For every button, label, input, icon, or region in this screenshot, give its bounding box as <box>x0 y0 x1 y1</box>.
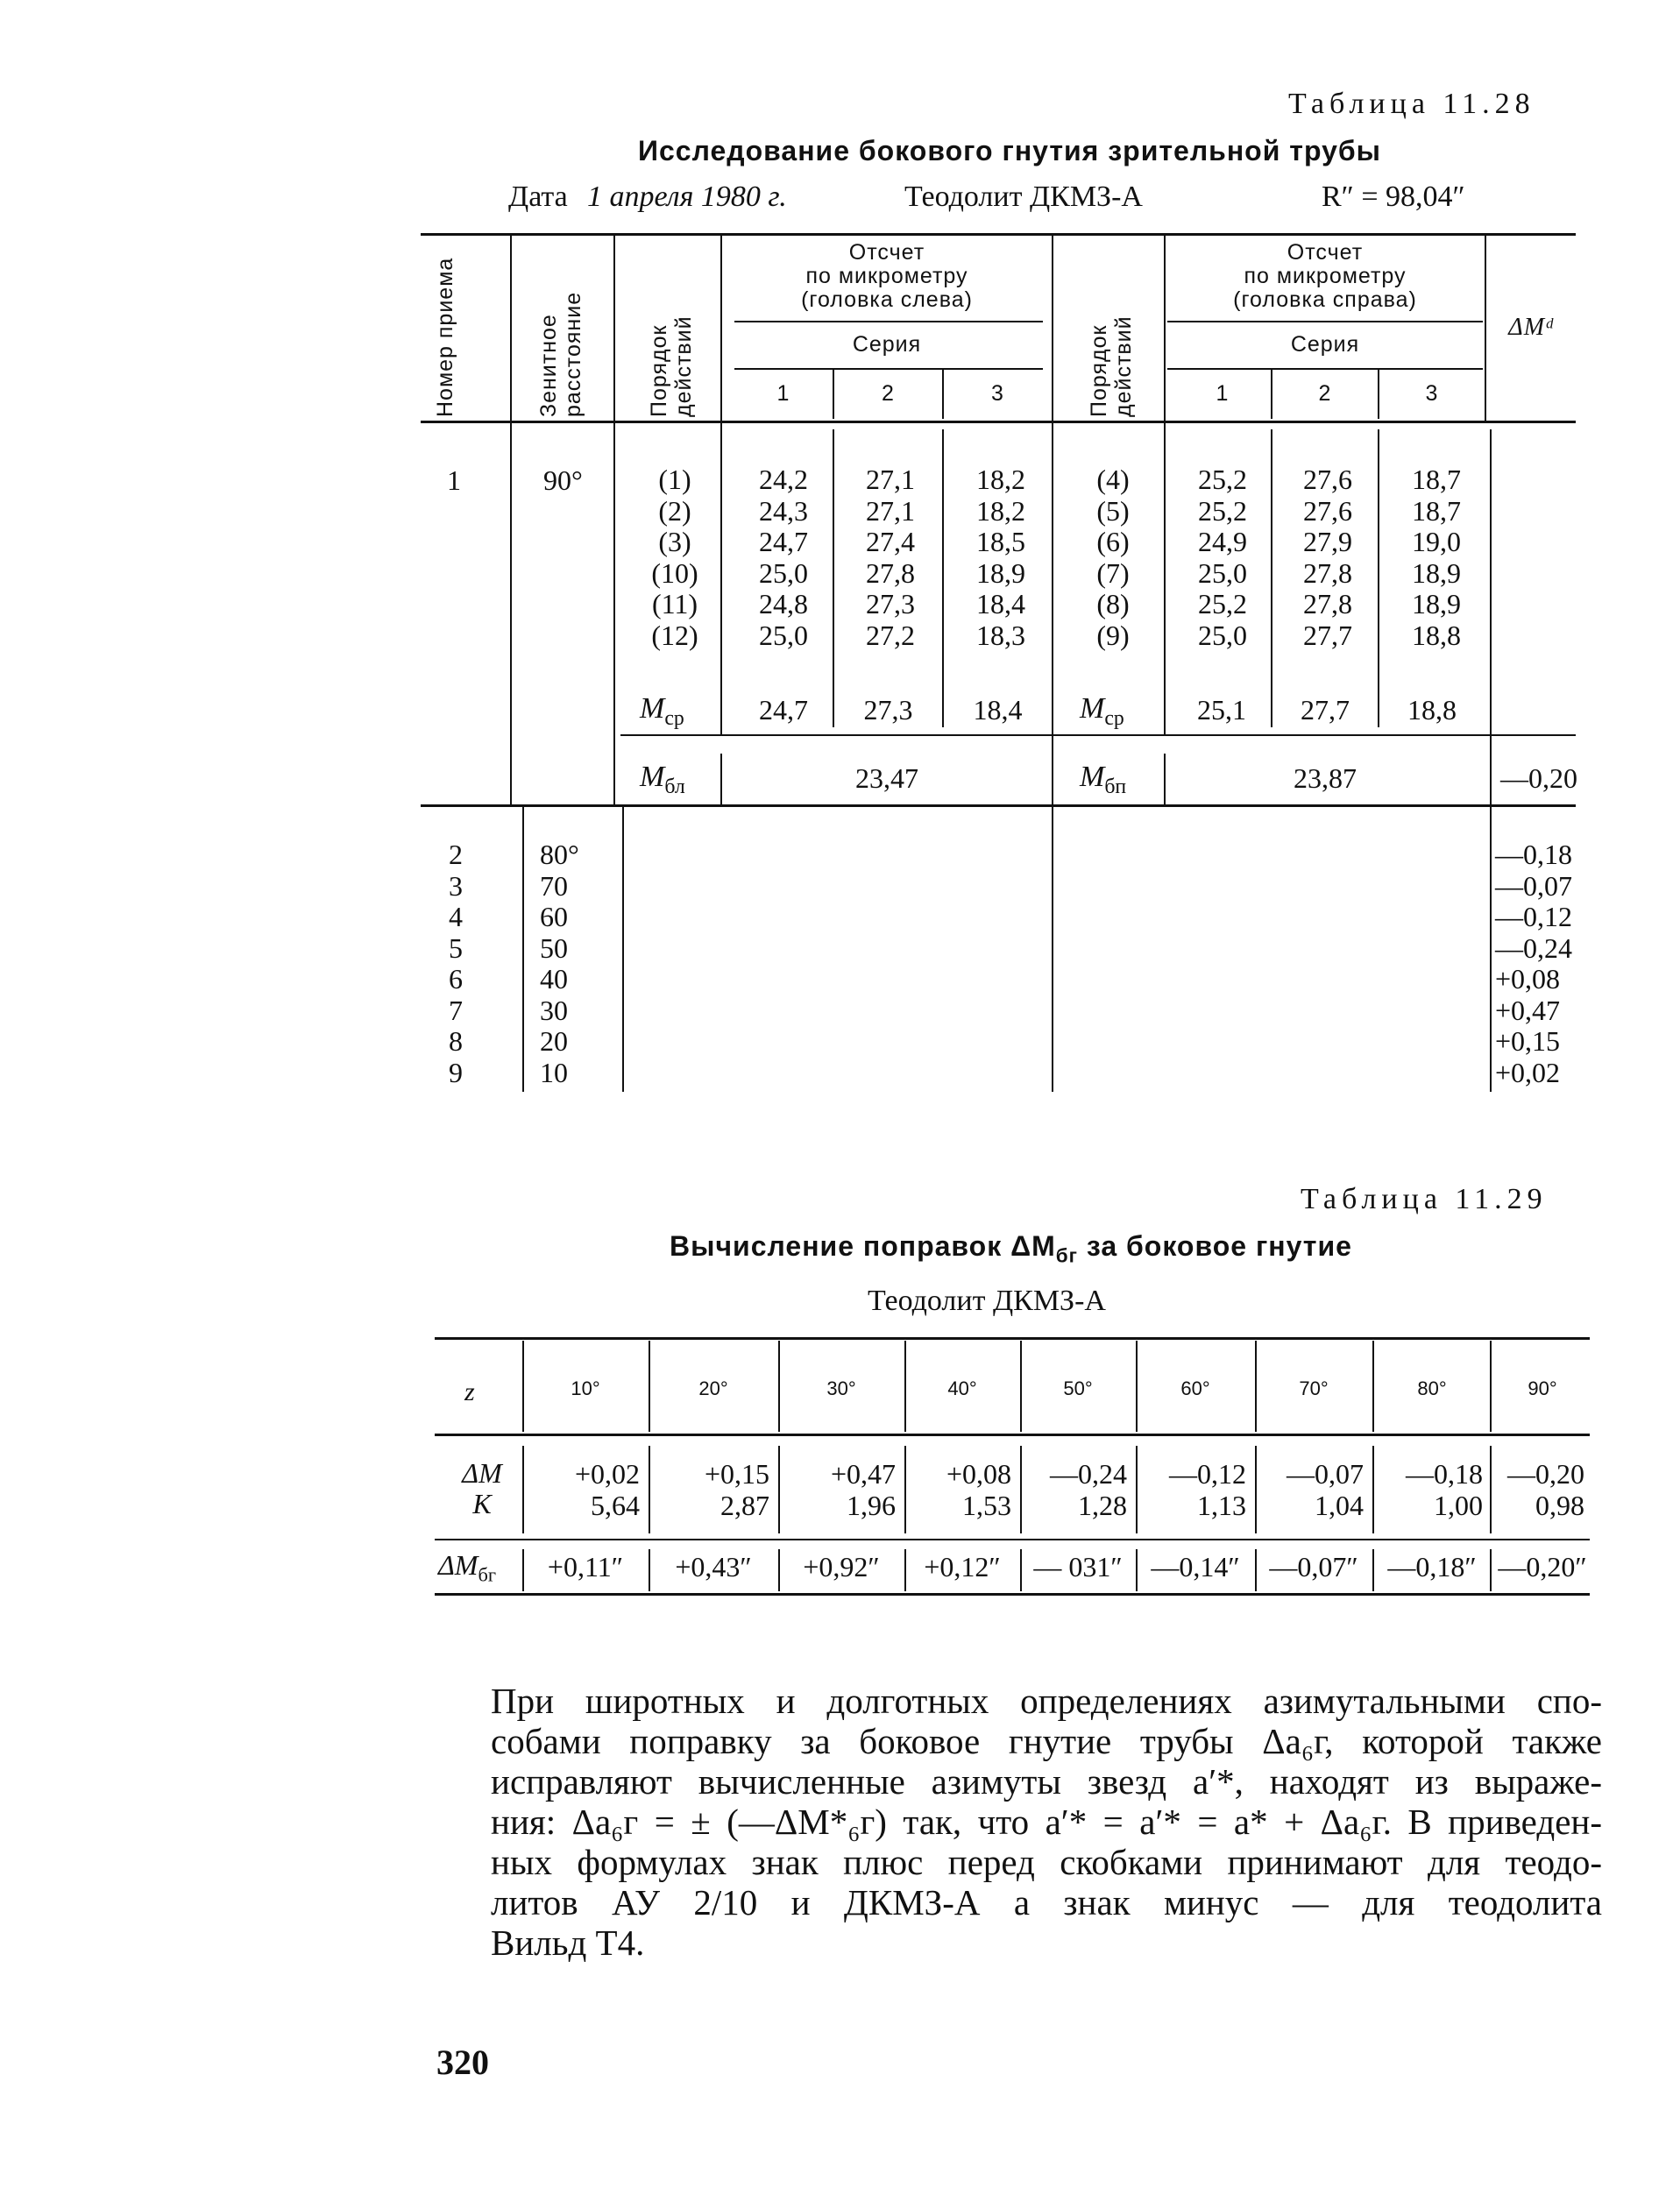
row1-right-order-item: (8) <box>1096 588 1130 620</box>
row1-left-order <box>631 464 719 651</box>
table2-dm-2: +0,47 <box>830 1458 896 1490</box>
header-series-right: Серия <box>1290 332 1360 357</box>
table1-r-value: R″ = 98,04″ <box>1322 181 1465 213</box>
row1-right-order <box>1069 464 1157 651</box>
table1-vline-1 <box>510 235 512 806</box>
table2-dm-8: —0,20 <box>1507 1458 1584 1490</box>
mbl-label: $M_{бл}$ <box>640 761 685 798</box>
table2-title: Вычисление поправок $\Delta M_{бг}$ за боковое гнутие <box>670 1230 1352 1267</box>
table2-dmbg-7: —0,18″ <box>1387 1551 1477 1583</box>
header-reading-right: Отсчет по микрометру (головка справа) <box>1233 240 1417 312</box>
row1-left-s3 <box>952 464 1050 651</box>
table2-dm-0: +0,02 <box>574 1458 640 1490</box>
page-number: 320 <box>436 2043 489 2082</box>
table1-vline-6c <box>1490 806 1492 1092</box>
rows-zenith-item: 20 <box>540 1025 568 1057</box>
row1-right-s3-item: 18,8 <box>1412 619 1461 651</box>
table2-k-3: 1,53 <box>962 1490 1011 1521</box>
row1-left-s2-item: 27,4 <box>866 526 915 557</box>
rows-numbers-item: 2 <box>449 839 463 870</box>
row1-left-s2-item: 27,1 <box>866 494 915 527</box>
table2-dm-7: —0,18 <box>1406 1458 1483 1490</box>
mbp-value: 23,87 <box>1294 762 1357 794</box>
table2-dm-4: —0,24 <box>1050 1458 1127 1490</box>
table2-dmbg-3: +0,12″ <box>924 1551 1001 1583</box>
rows-delta-item: —0,07 <box>1495 869 1572 902</box>
table2-k-2: 1,96 <box>847 1490 896 1521</box>
table2-z-2: 30° <box>826 1377 856 1399</box>
row1-left-s1-item: 24,8 <box>759 588 808 620</box>
table1-right-seriesnum-rule <box>1167 368 1483 370</box>
table2-vline-8-1 <box>1490 1446 1492 1533</box>
row1-right-s3 <box>1388 464 1485 651</box>
row1-right-s3-item: 18,9 <box>1412 556 1461 589</box>
table2-k-8: 0,98 <box>1535 1490 1584 1521</box>
row1-right-s2-item: 27,9 <box>1303 526 1352 557</box>
row1-left-order-item: (3) <box>658 526 691 557</box>
rows-numbers <box>429 839 482 1088</box>
header-number: Номер приема <box>433 257 457 417</box>
row1-right-s3-item: 18,7 <box>1412 464 1461 495</box>
table2-z-3: 40° <box>947 1377 977 1399</box>
rows-delta-item: +0,08 <box>1495 963 1561 995</box>
table1-vline-s1b <box>833 429 834 690</box>
table2-k-5: 1,13 <box>1197 1490 1246 1521</box>
row1-right-s2-item: 27,6 <box>1303 464 1352 495</box>
table2-z-1: 20° <box>698 1377 728 1399</box>
table1-row1-rule <box>421 804 1576 807</box>
row1-left-s3-item: 18,2 <box>976 494 1025 527</box>
rows-delta-item: +0,02 <box>1495 1056 1561 1088</box>
table2-dm-k-labels: ΔM K <box>462 1457 502 1519</box>
row1-left-s3-item: 18,3 <box>976 619 1025 651</box>
table2-z-label: z <box>464 1377 475 1406</box>
table1-vline-s2b <box>942 429 944 690</box>
row1-delta: —0,20 <box>1500 762 1577 794</box>
table1-vline-2b <box>622 806 624 1092</box>
rows-zenith-item: 40 <box>540 963 568 995</box>
paragraph-line-7: Вильд Т4. <box>491 1922 645 1963</box>
rows-numbers-item: 8 <box>449 1025 463 1057</box>
rows-delta-item: +0,47 <box>1495 994 1561 1026</box>
row1-left-s2-item: 27,8 <box>866 556 915 589</box>
row1-left-order-item: (2) <box>658 494 691 527</box>
table2-k-7: 1,00 <box>1434 1490 1483 1521</box>
table1-vline-4b <box>1052 806 1053 1092</box>
table2-dmbg-0: +0,11″ <box>547 1551 624 1583</box>
table2-k-6: 1,04 <box>1315 1490 1364 1521</box>
table1-vline-4 <box>1052 235 1053 806</box>
row1-left-s1-item: 24,7 <box>759 526 808 557</box>
mcp-right-2: 27,7 <box>1301 694 1350 726</box>
table2-dmbg-6: —0,07″ <box>1269 1551 1358 1583</box>
table2-z-4: 50° <box>1063 1377 1093 1399</box>
row1-left-order-item: (11) <box>651 588 698 620</box>
table2-mid-rule <box>435 1539 1590 1540</box>
row1-right-s2-item: 27,8 <box>1303 556 1352 589</box>
rows-numbers-item: 4 <box>449 901 463 932</box>
row1-left-s1-item: 25,0 <box>759 619 808 651</box>
table2-z-8: 90° <box>1528 1377 1557 1399</box>
header-order-left: Порядок действий <box>647 315 696 417</box>
table2-z-7: 80° <box>1417 1377 1447 1399</box>
mcp-right-3: 18,8 <box>1407 694 1457 726</box>
row1-right-s1-item: 25,2 <box>1198 464 1247 495</box>
row1-right-order-item: (4) <box>1096 464 1130 495</box>
rows-delta-item: +0,15 <box>1495 1025 1561 1057</box>
row1-right-s1-item: 25,0 <box>1198 619 1247 651</box>
header-series-left-3: 3 <box>991 381 1004 406</box>
table1-vline-6b <box>1490 429 1492 806</box>
paragraph-line-4: ния: Δa₆г = ± (—ΔM*₆г) так, что a′* = a′* = a* + Δa₆г. В приведен- <box>491 1802 1602 1842</box>
table2-header-rule <box>435 1434 1590 1436</box>
table2-top-rule <box>435 1337 1590 1340</box>
rows-numbers-item: 6 <box>449 963 463 995</box>
row1-right-s2-item: 27,7 <box>1303 619 1352 651</box>
row1-left-s3-item: 18,5 <box>976 526 1025 557</box>
rows-numbers-item: 3 <box>449 869 463 902</box>
body-paragraph <box>491 1681 1602 1963</box>
table1-title: Исследование бокового гнутия зрительной трубы <box>638 135 1381 166</box>
rows-zenith-item: 80° <box>540 839 579 870</box>
table1-left-series-rule <box>734 321 1043 322</box>
table2-dm-5: —0,12 <box>1169 1458 1246 1490</box>
header-zenith: Зенитное расстояние <box>536 291 585 417</box>
table2-dmbg-2: +0,92″ <box>803 1551 880 1583</box>
rows-numbers-item: 5 <box>449 931 463 964</box>
rows-delta-item: —0,12 <box>1495 901 1572 932</box>
row1-left-order-item: (10) <box>651 556 698 589</box>
row1-right-s1-item: 25,2 <box>1198 494 1247 527</box>
paragraph-line-5: ных формулах знак плюс перед скобками принимают для теодо- <box>491 1842 1602 1882</box>
row1-right-s1-item: 25,2 <box>1198 588 1247 620</box>
row1-right-s2 <box>1279 464 1376 651</box>
header-series-right-1: 1 <box>1216 381 1230 406</box>
rows-delta-item: —0,24 <box>1495 931 1572 964</box>
table1-vline-rs2b <box>1378 429 1379 690</box>
table2-z-6: 70° <box>1299 1377 1329 1399</box>
table1-vline-2 <box>613 235 615 806</box>
table2-dm-1: +0,15 <box>704 1458 769 1490</box>
table2-dm-6: —0,07 <box>1287 1458 1364 1490</box>
row1-left-s2-item: 27,3 <box>866 588 915 620</box>
row1-left-s1-item: 24,2 <box>759 464 808 495</box>
table2-k-4: 1,28 <box>1078 1490 1127 1521</box>
row1-right-order-item: (6) <box>1096 526 1130 557</box>
table2-z-0: 10° <box>571 1377 600 1399</box>
rows-numbers-item: 9 <box>449 1056 463 1088</box>
table2-k-0: 5,64 <box>591 1490 640 1521</box>
header-series-right-3: 3 <box>1425 381 1439 406</box>
row1-left-s2-item: 27,1 <box>866 464 915 495</box>
mcp-left-2: 27,3 <box>863 694 913 726</box>
table1-header-rule <box>421 421 1576 423</box>
row1-left-s2 <box>841 464 939 651</box>
mcp-right-1: 25,1 <box>1197 694 1246 726</box>
row1-zenith: 90° <box>543 464 583 496</box>
row1-left-s3-item: 18,9 <box>976 556 1025 589</box>
table1-date-value: 1 апреля 1980 г. <box>587 181 787 213</box>
row1-right-order-item: (7) <box>1096 556 1130 589</box>
mbl-value: 23,47 <box>855 762 918 794</box>
table2-bottom-rule <box>435 1593 1590 1596</box>
rows-zenith-item: 60 <box>540 901 568 932</box>
row1-right-order-item: (9) <box>1096 619 1130 651</box>
table1-vline-rs1b <box>1271 429 1272 690</box>
table1-left-seriesnum-rule <box>734 368 1043 370</box>
table2-vline-8-2 <box>1490 1549 1492 1591</box>
row1-right-s3-item: 18,9 <box>1412 588 1461 620</box>
table2-vline-8-0 <box>1490 1341 1492 1432</box>
rows-zenith-item: 10 <box>540 1056 568 1088</box>
paragraph-line-3: исправляют вычисленные азимуты звезд a′*, находят из выраже- <box>491 1761 1602 1802</box>
table1-top-rule <box>421 233 1576 236</box>
table2-dmbg-label: $\Delta M_{бг}$ <box>438 1549 497 1586</box>
header-series-left-1: 1 <box>776 381 790 406</box>
row1-left-s2-item: 27,2 <box>866 619 915 651</box>
row1-right-s1-item: 24,9 <box>1198 526 1247 557</box>
mcp-right-label: $M_{ср}$ <box>1080 692 1124 730</box>
row1-right-s2-item: 27,6 <box>1303 494 1352 527</box>
paragraph-line-2: собами поправку за боковое гнутие трубы Δa₆г, которой также <box>491 1721 1602 1761</box>
rows-zenith-item: 30 <box>540 994 568 1026</box>
row1-left-s3-item: 18,2 <box>976 464 1025 495</box>
row1-left-order-item: (1) <box>658 464 691 495</box>
rows-zenith-item: 70 <box>540 869 568 902</box>
table1-date-label: Дата <box>508 181 568 213</box>
table1-theodolite: Теодолит ДКМЗ-А <box>904 181 1143 213</box>
rows-numbers-item: 7 <box>449 994 463 1026</box>
rows-delta-item: —0,18 <box>1495 839 1572 870</box>
table2-k-1: 2,87 <box>720 1490 769 1521</box>
table2-dmbg-5: —0,14″ <box>1151 1551 1240 1583</box>
row1-right-s1-item: 25,0 <box>1198 556 1247 589</box>
table2-label: Таблица 11.29 <box>1301 1183 1548 1215</box>
paragraph-line-6: литов АУ 2/10 и ДКМЗ-А а знак минус — для теодолита <box>491 1882 1602 1922</box>
header-series-left: Серия <box>852 332 922 357</box>
header-reading-left: Отсчет по микрометру (головка слева) <box>801 240 973 312</box>
header-order-right: Порядок действий <box>1087 315 1136 417</box>
mcp-left-1: 24,7 <box>759 694 808 726</box>
row1-right-s3-item: 18,7 <box>1412 494 1461 527</box>
row1-right-s2-item: 27,8 <box>1303 588 1352 620</box>
mcp-left-label: $M_{ср}$ <box>640 692 684 730</box>
rows-zenith <box>540 839 610 1088</box>
table2-dmbg-8: —0,20″ <box>1498 1551 1587 1583</box>
table2-dm-3: +0,08 <box>946 1458 1011 1490</box>
row1-right-s3-item: 19,0 <box>1412 526 1461 557</box>
row1-right-s1 <box>1176 464 1269 651</box>
row1-left-s1-item: 25,0 <box>759 556 808 589</box>
table1-m-rule <box>620 734 1576 736</box>
rows-zenith-item: 50 <box>540 931 568 964</box>
mbp-label: $M_{бп}$ <box>1080 761 1127 798</box>
row1-left-order-item: (12) <box>651 619 698 651</box>
table2-z-5: 60° <box>1180 1377 1210 1399</box>
table2-theodolite: Теодолит ДКМЗ-А <box>868 1285 1106 1317</box>
header-delta: ΔMᵈ <box>1508 314 1554 341</box>
table1-vline-1b <box>522 806 524 1092</box>
table1-label: Таблица 11.28 <box>1288 88 1535 120</box>
table2-dmbg-4: — 031″ <box>1033 1551 1123 1583</box>
header-series-right-2: 2 <box>1318 381 1332 406</box>
row1-number: 1 <box>447 464 461 496</box>
paragraph-line-1: При широтных и долготных определениях азимутальными спо- <box>491 1681 1602 1721</box>
table2-dmbg-1: +0,43″ <box>675 1551 752 1583</box>
row1-left-s1-item: 24,3 <box>759 494 808 527</box>
mcp-left-3: 18,4 <box>973 694 1023 726</box>
row1-left-s1 <box>736 464 831 651</box>
table1-right-series-rule <box>1167 321 1483 322</box>
rows-delta <box>1495 839 1583 1088</box>
header-series-left-2: 2 <box>882 381 895 406</box>
row1-right-order-item: (5) <box>1096 494 1130 527</box>
row1-left-s3-item: 18,4 <box>976 588 1025 620</box>
